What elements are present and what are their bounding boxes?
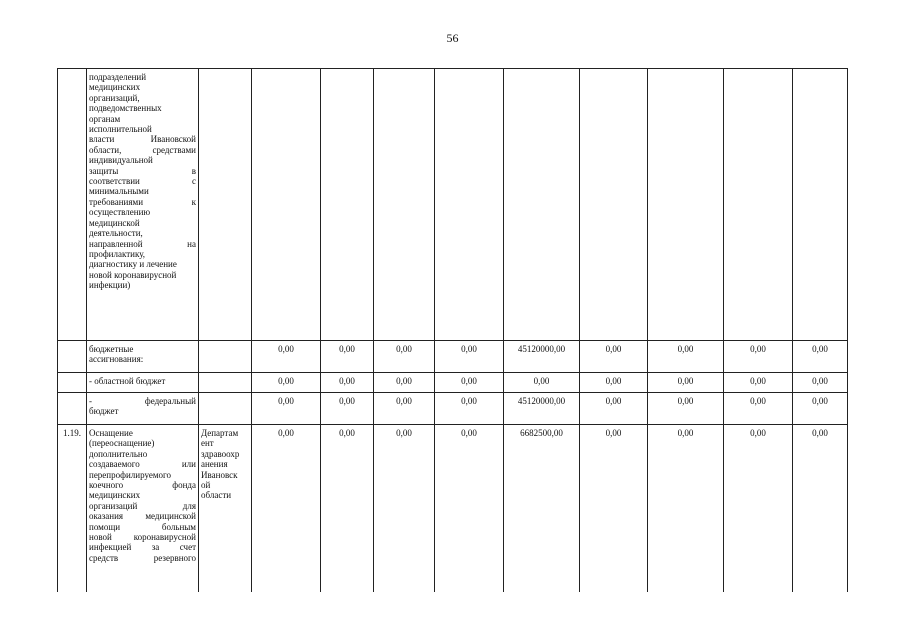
value-cell (580, 69, 648, 341)
value-cell: 0,00 (321, 393, 374, 425)
description-line: помощи больным (89, 521, 196, 532)
value-cell: 0,00 (374, 341, 435, 373)
description-line: подразделений (89, 72, 147, 82)
value-cell: 0,00 (374, 425, 435, 593)
value-cell: 0,00 (724, 373, 793, 393)
value-cell: 0,00 (252, 341, 321, 373)
description-line: соответствии с (89, 176, 196, 187)
description-cell (87, 425, 199, 593)
executor-line: Ивановск (201, 469, 238, 480)
value-cell: 0,00 (374, 373, 435, 393)
value-cell: 0,00 (580, 425, 648, 593)
executor-cell (199, 373, 252, 393)
description-line: власти Ивановской (89, 134, 196, 145)
row-number-cell (58, 341, 87, 373)
description-cell (87, 69, 199, 341)
description-line: осуществлению (89, 207, 151, 218)
value-cell: 0,00 (580, 373, 648, 393)
value-cell: 0,00 (435, 425, 504, 593)
value-cell: 0,00 (504, 373, 580, 393)
program-table (57, 68, 848, 592)
description-line: организаций для (89, 500, 196, 511)
description-line: диагностику и лечение (89, 259, 177, 270)
value-cell: 0,00 (580, 393, 648, 425)
description-line: новой коронавирусной (89, 269, 177, 280)
description-line: медицинской (89, 217, 140, 228)
description-cell (87, 393, 199, 425)
description-line: средств резервного (89, 552, 196, 563)
description-line: подведомственных (89, 103, 162, 114)
description-line: инфекции) (89, 280, 131, 291)
value-cell: 0,00 (252, 373, 321, 393)
value-cell: 0,00 (580, 341, 648, 373)
executor-line: области (201, 490, 232, 501)
description-line: инфекцией за счет (89, 542, 196, 553)
value-cell: 0,00 (648, 373, 724, 393)
row-number-cell (58, 373, 87, 393)
description-line: - федеральный (89, 396, 196, 406)
description-line: создаваемого или (89, 459, 196, 470)
value-cell (793, 69, 848, 341)
description-line: перепрофилируемого (89, 469, 171, 480)
description-line: области, средствами (89, 144, 196, 155)
executor-line: ент (201, 438, 214, 449)
description-line: защиты в (89, 165, 196, 176)
value-cell: 0,00 (793, 373, 848, 393)
executor-cell (199, 341, 252, 373)
description-line: коечного фонда (89, 480, 196, 491)
description-line: минимальными (89, 186, 149, 197)
value-cell: 0,00 (648, 341, 724, 373)
executor-cell (199, 393, 252, 425)
value-cell: 0,00 (252, 393, 321, 425)
row-number-cell: 1.19. (58, 425, 87, 593)
description-line: (переоснащение) (89, 438, 155, 449)
description-cell (87, 373, 199, 393)
value-cell: 0,00 (252, 425, 321, 593)
description-line: - областной бюджет (89, 376, 166, 386)
description-line: направленной на (89, 238, 196, 249)
value-cell (435, 69, 504, 341)
description-line: медицинских (89, 490, 141, 501)
description-line: новой коронавирусной (89, 532, 196, 543)
description-line: организаций, (89, 92, 140, 103)
description-line: деятельности, (89, 228, 143, 239)
value-cell (504, 69, 580, 341)
executor-cell (199, 69, 252, 341)
value-cell (648, 69, 724, 341)
value-cell: 0,00 (724, 425, 793, 593)
value-cell: 0,00 (793, 393, 848, 425)
table-row (58, 393, 848, 425)
value-cell (724, 69, 793, 341)
table-row (58, 341, 848, 373)
description-line: дополнительно (89, 448, 148, 459)
description-line: требованиями к (89, 196, 196, 207)
table-row (58, 373, 848, 393)
executor-line: здравоохр (201, 448, 240, 459)
description-cell (87, 341, 199, 373)
value-cell (374, 69, 435, 341)
value-cell: 0,00 (793, 341, 848, 373)
description-line: бюджетные (89, 344, 134, 354)
description-line: ассигнования: (89, 354, 144, 365)
description-line: бюджет (89, 406, 119, 417)
row-number-cell (58, 393, 87, 425)
description-line: оказания медицинской (89, 511, 196, 522)
value-cell: 0,00 (724, 393, 793, 425)
value-cell (321, 69, 374, 341)
executor-line: анения (201, 459, 228, 470)
value-cell: 0,00 (435, 341, 504, 373)
value-cell: 0,00 (435, 373, 504, 393)
table-row (58, 69, 848, 341)
description-line: исполнительной (89, 124, 152, 135)
description-line: органам (89, 113, 121, 124)
description-line: индивидуальной (89, 155, 153, 166)
description-line: медицинских (89, 82, 141, 93)
value-cell (252, 69, 321, 341)
value-cell: 0,00 (724, 341, 793, 373)
executor-line: ой (201, 480, 211, 491)
table-row (58, 425, 848, 593)
value-cell: 0,00 (321, 373, 374, 393)
executor-line: Департам (201, 428, 239, 438)
description-line: профилактику, (89, 248, 146, 259)
value-cell: 0,00 (648, 425, 724, 593)
value-cell: 45120000,00 (504, 393, 580, 425)
executor-cell (199, 425, 252, 593)
value-cell: 0,00 (648, 393, 724, 425)
value-cell: 6682500,00 (504, 425, 580, 593)
value-cell: 45120000,00 (504, 341, 580, 373)
value-cell: 0,00 (321, 341, 374, 373)
value-cell: 0,00 (793, 425, 848, 593)
value-cell: 0,00 (374, 393, 435, 425)
description-line: Оснащение (89, 428, 133, 438)
value-cell: 0,00 (435, 393, 504, 425)
value-cell: 0,00 (321, 425, 374, 593)
page-number: 56 (446, 31, 459, 45)
row-number-cell (58, 69, 87, 341)
